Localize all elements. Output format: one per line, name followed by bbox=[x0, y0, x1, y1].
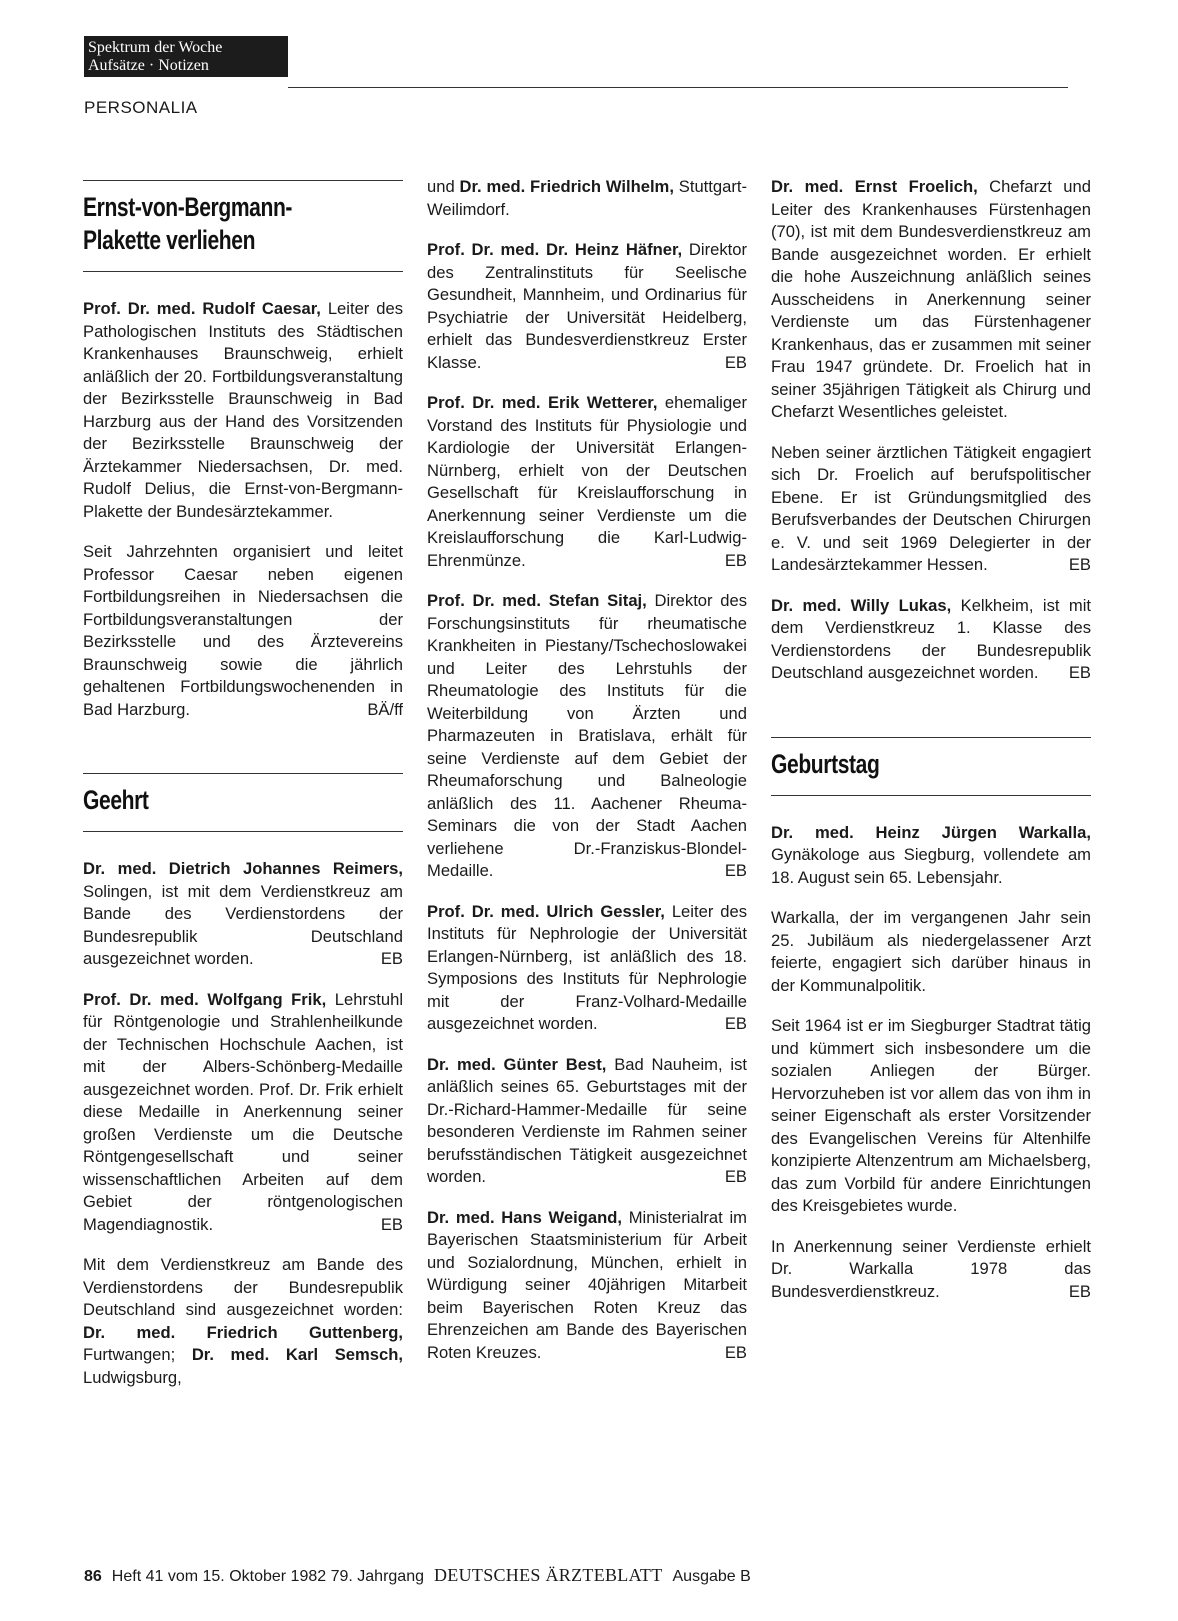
person-name: Dr. med. Heinz Jürgen Warkalla, bbox=[771, 822, 1091, 842]
paragraph bbox=[83, 298, 403, 523]
paragraph bbox=[427, 590, 747, 883]
paragraph-text: Chefarzt und Leiter des Krankenhauses Fürstenhagen (70), ist mit dem Bundesverdienstkreuz am Bande ausgezeichnet worden. Er erhielt die hohe Auszeichnung anläßlich seines Ausscheidens in Anerkennung seiner Verdienste um das Fürstenhagener Krankenhaus, das er zusammen mit seiner Frau 1947 gründete. Dr. Froelich hat in seiner 35jährigen Tätigkeit als Chirurg und Chefarzt Wesentliches geleistet. bbox=[771, 177, 1091, 421]
person-name: Prof. Dr. med. Rudolf Caesar, bbox=[83, 299, 321, 318]
paragraph bbox=[427, 901, 747, 1036]
paragraph bbox=[771, 595, 1091, 685]
person-name: Prof. Dr. med. Dr. Heinz Häfner, bbox=[427, 240, 683, 259]
heading-rule-bottom bbox=[771, 795, 1091, 796]
column-1 bbox=[83, 180, 403, 1407]
author-signature: EB bbox=[724, 1014, 747, 1033]
paragraph bbox=[771, 822, 1091, 890]
person-name: Prof. Dr. med. Erik Wetterer, bbox=[427, 393, 658, 412]
issue-info: Heft 41 vom 15. Oktober 1982 79. Jahrgang bbox=[111, 1568, 424, 1585]
author-signature: EB bbox=[380, 1214, 403, 1234]
paragraph-text: ehemaliger Vorstand des Instituts für Physiologie und Kardiologie der Universität Erlangen-Nürnberg, erhielt von der Deutschen Gesellschaft für Kreislaufforschung in Anerkennung seiner Verdienste um die Kreislaufforschung die Karl-Ludwig-Ehrenmünze. bbox=[427, 393, 747, 570]
paragraph bbox=[771, 1015, 1091, 1218]
heading-rule-bottom bbox=[83, 831, 403, 832]
masthead-line1: Spektrum der Woche bbox=[88, 39, 223, 56]
section-label: PERSONALIA bbox=[84, 98, 198, 117]
author-signature: EB bbox=[724, 550, 747, 570]
author-signature: BÄ/ff bbox=[367, 699, 403, 719]
author-signature: EB bbox=[724, 352, 747, 372]
author-signature: EB bbox=[380, 949, 403, 968]
article-heading-geehrt: Geehrt bbox=[83, 785, 149, 815]
journal-title: DEUTSCHES ÄRZTEBLATT bbox=[434, 1565, 663, 1585]
author-signature: EB bbox=[724, 861, 747, 880]
person-name: Prof. Dr. med. Ulrich Gessler, bbox=[427, 901, 665, 921]
paragraph bbox=[427, 392, 747, 572]
paragraph bbox=[427, 239, 747, 374]
heading-line: Ernst-von-Bergmann- bbox=[83, 192, 293, 222]
paragraph-text: Ludwigsburg, bbox=[83, 1367, 182, 1387]
paragraph-text: Direktor des Forschungsinstituts für rheumatische Krankheiten in Piestany/Tschechoslowakei und Leiter des Lehrstuhls der Rheumatologie des Instituts für die Weiterbildung von Ärzten und Pharmazeuten in Bratislava, erhält für seine Verdienste auf dem Gebiet der Rheumaforschung und Balneologie anläßlich des 11. Aachener Rheuma-Seminars die von der Stadt Aachen verliehene Dr.-Franziskus-Blondel-Medaille. bbox=[427, 591, 747, 880]
paragraph-text: Ministerialrat im Bayerischen Staatsministerium für Arbeit und Sozialordnung, München, erhielt in Würdigung seiner 40jährigen Mitarbeit beim Bayerischen Roten Kreuz das Ehrenzeichen am Bande des Bayerischen Roten Kreuzes. bbox=[427, 1207, 747, 1362]
paragraph bbox=[83, 858, 403, 971]
masthead-line2: Aufsätze · Notizen bbox=[88, 57, 209, 74]
paragraph-text: Warkalla, der im vergangenen Jahr sein 25. Jubiläum als niedergelassener Arzt feierte, engagiert sich darüber hinaus in der Kommunalpolitik. bbox=[771, 908, 1091, 995]
paragraph-text: Direktor des Zentralinstituts für Seelische Gesundheit, Mannheim, und Ordinarius für Psychiatrie der Universität Heidelberg, erhielt das Bundesverdienstkreuz Erster Klasse. bbox=[427, 240, 747, 372]
page-number: 86 bbox=[84, 1568, 102, 1585]
masthead bbox=[84, 36, 288, 77]
person-name: Dr. med. Willy Lukas, bbox=[771, 595, 952, 615]
author-signature: EB bbox=[724, 1167, 747, 1186]
heading-line: Plakette verliehen bbox=[83, 225, 256, 255]
paragraph-text: Bad Nauheim, ist anläßlich seines 65. Geburtstages mit der Dr.-Richard-Hammer-Medaille für seine besonderen Verdienste im Rahmen seiner berufsständischen Tätigkeit ausgezeichnet worden. bbox=[427, 1054, 748, 1186]
person-name: Dr. med. Friedrich Wilhelm, bbox=[459, 177, 674, 196]
person-name: Dr. med. Günter Best, bbox=[427, 1054, 607, 1074]
paragraph-text: In Anerkennung seiner Verdienste erhielt Dr. Warkalla 1978 das Bundesverdienstkreuz. bbox=[771, 1236, 1091, 1301]
author-signature: EB bbox=[724, 1342, 747, 1362]
person-name: Prof. Dr. med. Stefan Sitaj, bbox=[427, 591, 647, 610]
paragraph bbox=[427, 176, 747, 221]
paragraph-text: Lehrstuhl für Röntgenologie und Strahlenheilkunde der Technischen Hochschule Aachen, ist mit der Albers-Schönberg-Medaille ausgezeichnet worden. Prof. Dr. Frik erhielt diese Medaille in Anerkennung seiner großen Verdienste um die Deutsche Röntgengesellschaft und seiner wissenschaftlichen Arbeiten auf dem Gebiet der röntgenologischen Magendiagnostik. bbox=[83, 989, 404, 1234]
person-name: Dr. med. Dietrich Johannes Reimers, bbox=[83, 859, 403, 878]
paragraph-text: und bbox=[427, 177, 460, 196]
heading-rule-bottom bbox=[83, 271, 403, 272]
paragraph bbox=[771, 176, 1091, 424]
paragraph-text: Seit Jahrzehnten organisiert und leitet Professor Caesar neben eigenen Fortbildungsreihen in Niedersachsen die Fortbildungsveranstaltungen der Bezirksstelle und des Ärztevereins Braunschweig sowie die jährlich gehaltenen Fortbildungswochenenden in Bad Harzburg. bbox=[83, 542, 403, 719]
paragraph-text: Furtwangen; bbox=[83, 1345, 192, 1364]
paragraph-text: Stuttgart-Weilimdorf. bbox=[427, 177, 748, 219]
paragraph-text: Seit 1964 ist er im Siegburger Stadtrat tätig und kümmert sich insbesondere um die sozialen Anliegen der Bürger. Hervorzuheben ist vor allem das von ihm in seiner Eigenschaft als erster Vorsitzender des Evangelischen Vereins für Altenhilfe konzipierte Altenzentrum am Michaelsberg, das zum Vorbild für andere Einrichtungen des Kreisgebietes wurde. bbox=[771, 1016, 1091, 1215]
paragraph-text: Kelkheim, ist mit dem Verdienstkreuz 1. Klasse des Verdienstordens der Bundesrepublik Deutschland ausgezeichnet worden. bbox=[771, 595, 1091, 682]
page-footer bbox=[84, 1565, 751, 1586]
article-heading-geburtstag: Geburtstag bbox=[771, 748, 880, 779]
paragraph-text: Leiter des Instituts für Nephrologie der Universität Erlangen-Nürnberg, ist anläßlich des 18. Symposions des Instituts für Nephrologie mit der Franz-Volhard-Medaille ausgezeichnet worden. bbox=[427, 901, 748, 1033]
paragraph bbox=[427, 1207, 747, 1365]
paragraph bbox=[771, 907, 1091, 997]
article-heading-bergmann bbox=[83, 181, 333, 271]
person-name: Prof. Dr. med. Wolfgang Frik, bbox=[83, 989, 327, 1009]
paragraph-text: Gynäkologe aus Siegburg, vollendete am 18. August sein 65. Lebensjahr. bbox=[771, 845, 1091, 887]
author-signature: EB bbox=[1068, 1281, 1091, 1301]
paragraph bbox=[771, 1236, 1091, 1304]
paragraph-text: Leiter des Pathologischen Instituts des Städtischen Krankenhauses Braunschweig, erhielt anläßlich der 20. Fortbildungsveranstaltung der Bezirksstelle Braunschweig in Bad Harzburg aus der Hand des Vorsitzenden der Bezirksstelle Braunschweig der Ärztekammer Niedersachsen, Dr. med. Rudolf Delius, die Ernst-von-Bergmann-Plakette der Bundesärztekammer. bbox=[83, 299, 403, 521]
paragraph bbox=[771, 442, 1091, 577]
paragraph-text: Solingen, ist mit dem Verdienstkreuz am Bande des Verdienstordens der Bundesrepublik Deutschland ausgezeichnet worden. bbox=[83, 881, 403, 968]
paragraph bbox=[83, 541, 403, 721]
column-3 bbox=[771, 176, 1091, 1321]
person-name: Dr. med. Hans Weigand, bbox=[427, 1207, 623, 1227]
paragraph bbox=[427, 1054, 747, 1189]
column-2 bbox=[427, 176, 747, 1382]
person-name: Dr. med. Ernst Froelich, bbox=[771, 177, 978, 196]
paragraph-text: Neben seiner ärztlichen Tätigkeit engagiert sich Dr. Froelich auf berufspolitischer Ebene. Er ist Gründungsmitglied des Berufsverbandes der Deutschen Chirurgen e. V. und seit 1969 Delegierter in der Landesärztekammer Hessen. bbox=[771, 442, 1091, 574]
paragraph bbox=[83, 1254, 403, 1389]
author-signature: EB bbox=[1068, 663, 1091, 682]
person-name: Dr. med. Friedrich Guttenberg, bbox=[83, 1322, 403, 1342]
person-name: Dr. med. Karl Semsch, bbox=[191, 1345, 403, 1364]
paragraph-text: Mit dem Verdienstkreuz am Bande des Verdienstordens der Bundesrepublik Deutschland sind ausgezeichnet worden: bbox=[83, 1255, 403, 1319]
paragraph bbox=[83, 989, 403, 1237]
top-rule bbox=[288, 87, 1068, 88]
author-signature: EB bbox=[1068, 555, 1091, 574]
edition: Ausgabe B bbox=[672, 1568, 751, 1585]
